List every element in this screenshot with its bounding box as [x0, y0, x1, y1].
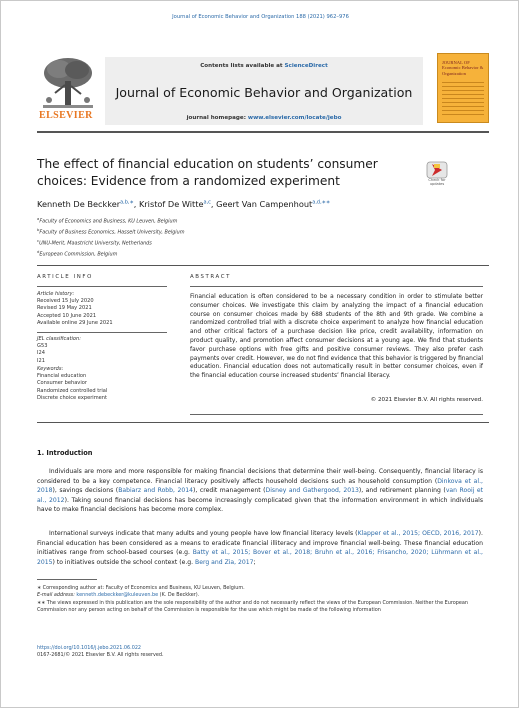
- homepage-prefix: journal homepage:: [186, 115, 248, 121]
- author-separator: ,: [210, 199, 217, 209]
- abstract-rule: [190, 286, 483, 287]
- front-matter-divider: [37, 265, 489, 266]
- footnote-corresponding: ∗ Corresponding author at: Faculty of Economics and Business, KU Leuven, Belgium.: [37, 585, 245, 591]
- sciencedirect-link[interactable]: ScienceDirect: [284, 63, 328, 69]
- reference-link[interactable]: Disney and Gathergood, 2013: [265, 487, 359, 495]
- keyword: Financial education: [37, 373, 87, 380]
- footnote-rule: [37, 579, 97, 580]
- affiliation-item: $^b$Faculty of Business Economics, Hasselt University, Belgium: [37, 227, 185, 236]
- keywords: [37, 366, 167, 402]
- history-rule: [37, 332, 167, 333]
- contents-lists-line: [105, 63, 423, 69]
- reference-link[interactable]: Batty et al., 2015; Bover et al., 2018; Bruhn et al., 2016; Frisancho, 2020; Lührmann et al., 2015: [37, 549, 483, 566]
- abstract-end-divider: [37, 422, 489, 423]
- masthead-divider: [37, 131, 489, 133]
- intro-paragraph-2: International surveys indicate that many adults and young people have low financial literacy levels (Klapper et al., 2015; OECD, 2016, 2017). Financial education has been considered as a means to eradicate financial illiteracy and improve financial well-being. These financial education initiatives range from school-based courses (e.g. Batty et al., 2015; Bover et al., 2018; Bruhn et al., 2016; Frisancho, 2020; Lührmann et al., 2015) to initiatives outside the school context (e.g. Berg and Zia, 2017;: [37, 530, 483, 566]
- keyword: Consumer behavior: [37, 380, 87, 387]
- abstract-end-rule: [190, 414, 483, 415]
- history-item: Accepted 10 June 2021: [37, 312, 97, 319]
- elsevier-tree-logo: [37, 53, 99, 123]
- article-title: [37, 156, 407, 190]
- journal-homepage-line: [105, 115, 423, 121]
- keyword: Discrete choice experiment: [37, 394, 108, 401]
- affiliation-item: $^c$UNU-Merit, Maastricht University, Netherlands: [37, 238, 152, 247]
- author-separator: ,: [133, 199, 139, 209]
- author-list: [37, 199, 330, 209]
- cover-title: JOURNAL OF Economic Behavior & Organization: [442, 60, 484, 76]
- abstract-copyright: © 2021 Elsevier B.V. All rights reserved.: [370, 397, 483, 403]
- keyword: Randomized controlled trial: [37, 387, 108, 394]
- reference-link[interactable]: Babiarz and Robb, 2014: [118, 487, 194, 495]
- contents-prefix: Contents lists available at: [200, 63, 285, 69]
- introduction-heading: 1. Introduction: [37, 449, 93, 457]
- article-info-heading: ARTICLE INFO: [37, 274, 93, 280]
- author-name[interactable]: Geert Van Campenhout: [216, 199, 313, 209]
- history-item: Revised 19 May 2021: [37, 305, 92, 312]
- reference-link[interactable]: Berg and Zia, 2017: [195, 558, 254, 566]
- affiliation-item: $^d$European Commission, Belgium: [37, 249, 118, 258]
- doi-block: [37, 645, 164, 660]
- article-history: [37, 291, 167, 327]
- history-item: Available online 29 June 2021: [37, 319, 113, 326]
- journal-title: Journal of Economic Behavior and Organization: [115, 85, 413, 100]
- reference-link[interactable]: Dinkova et al., 2018: [37, 477, 483, 495]
- jel-classification: [37, 336, 167, 365]
- author-affil-sup[interactable]: a,c: [203, 199, 211, 206]
- author-affil-sup[interactable]: a,d,∗∗: [312, 199, 331, 206]
- keywords-label: Keywords:: [37, 366, 64, 372]
- article-info-rule: [37, 286, 167, 287]
- journal-homepage-link[interactable]: www.elsevier.com/locate/jebo: [247, 115, 342, 121]
- journal-masthead: [37, 53, 489, 127]
- cover-texture: [442, 82, 484, 118]
- reference-link[interactable]: Klapper et al., 2015; OECD, 2016, 2017: [357, 530, 479, 537]
- journal-cover-thumbnail: [437, 53, 489, 123]
- publisher-name: ELSEVIER: [39, 110, 93, 121]
- footnote-disclaimer: ∗∗ The views expressed in this publication are the sole responsibility of the author and do not necessarily reflect the views of the European Commission. Neither the European Commission nor any person acting on behalf of the Commission is responsible for the use which might be made of the following information: [37, 599, 468, 614]
- jel-code: G53: [37, 343, 48, 350]
- jel-code: I24: [37, 350, 45, 357]
- reference-link[interactable]: van Rooij et al., 2012: [37, 487, 484, 504]
- author-affil-sup[interactable]: a,b,∗: [120, 199, 134, 206]
- journal-citation[interactable]: Journal of Economic Behavior and Organization 188 (2021) 962–976: [172, 14, 349, 20]
- article-title-line2: choices: Evidence from a randomized experiment: [37, 174, 340, 188]
- history-label: Article history:: [37, 291, 75, 297]
- doi-link[interactable]: https://doi.org/10.1016/j.jebo.2021.06.022: [37, 645, 142, 651]
- history-item: Received 15 July 2020: [37, 298, 94, 305]
- check-updates-label: Check for updates: [428, 178, 446, 186]
- check-for-updates-button[interactable]: [424, 161, 450, 191]
- abstract-text: Financial education is often considered to be a necessary condition in order to stimulate better consumer choices. We investigate this claim by analyzing the impact of a financial education course on consumer choices made by 688 students of the 8th and 9th grade. We combine a randomized controlled trial with a discrete choice experiment to analyze how financial education and other critical factors of a purchase decision like price, credit availability, information on product quality, and promotion affect consumer decisions at a young age. We find that students favor purchase options with free gifts and positive consumer reviews. They also prefer cash payments over credit. However, we do not find evidence that this behavior is triggered by financial education. Financial education does not automatically result in better consumer choices, even if the financial education course increased students’ financial literacy.: [190, 294, 483, 380]
- author-name[interactable]: Kristof De Witte: [138, 199, 204, 209]
- affiliations: [37, 215, 185, 259]
- footnotes: [37, 585, 483, 615]
- affiliation-item: $^a$Faculty of Economics and Business, KU Leuven, Belgium: [37, 216, 178, 225]
- abstract-heading: ABSTRACT: [190, 274, 231, 280]
- issn-copyright: 0167-2681/© 2021 Elsevier B.V. All rights reserved.: [37, 652, 164, 659]
- intro-paragraph-1: Individuals are more and more responsible for making financial decisions that determine their well-being. Consequently, financial literacy is considered to be a key competence. Financial literacy positively affects household decisions such as household consumption (Dinkova et al., 2018), savings decisions (Babiarz and Robb, 2014), credit management (Disney and Gathergood, 2013), and retirement planning (van Rooij et al., 2012). Taking sound financial decisions has become increasingly complicated given that the information environment in which individuals have to make financial decisions has become more complex.: [37, 468, 484, 514]
- article-title-line1: The effect of financial education on students’ consumer: [37, 157, 378, 171]
- check-updates-icon: [424, 161, 450, 179]
- author-email-link[interactable]: kenneth.debeckker@kuleuven.be: [76, 592, 159, 599]
- jel-code: I21: [37, 357, 45, 364]
- footnote-email: E-mail address: kenneth.debeckker@kuleuven.be (K. De Beckker).: [37, 592, 200, 599]
- author-name[interactable]: Kenneth De Beckker: [37, 199, 121, 209]
- jel-label: JEL classification:: [37, 336, 81, 342]
- journal-header-band: [105, 57, 423, 125]
